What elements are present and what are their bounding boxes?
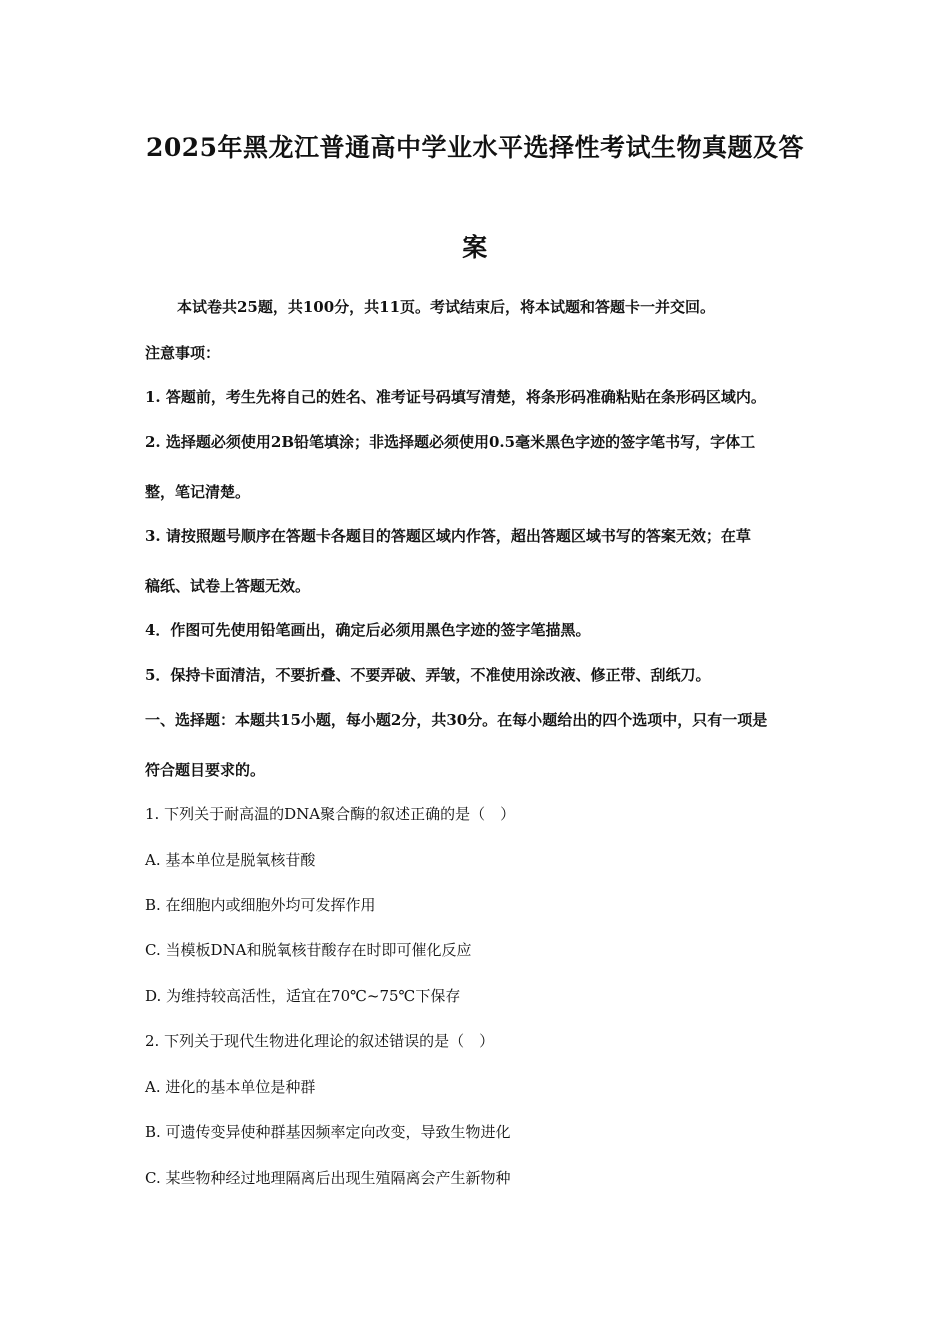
question-1-option-c: C. 当模板DNA和脱氧核苷酸存在时即可催化反应	[145, 941, 472, 959]
page-title-line-2: 案	[462, 233, 488, 262]
notice-item-5: 5．保持卡面清洁，不要折叠、不要弄破、弄皱，不准使用涂改液、修正带、刮纸刀。	[145, 666, 711, 684]
notice-item-3: 3. 请按照题号顺序在答题卡各题目的答题区域内作答，超出答题区域书写的答案无效；在草	[145, 527, 751, 545]
question-1-stem: 1. 下列关于耐高温的DNA聚合酶的叙述正确的是（ ）	[145, 805, 516, 823]
notice-item-3-continued: 稿纸、试卷上答题无效。	[145, 577, 311, 595]
section-heading-continued: 符合题目要求的。	[145, 761, 266, 779]
question-2-option-a: A. 进化的基本单位是种群	[145, 1078, 316, 1096]
page-title-line-1: 2025年黑龙江普通高中学业水平选择性考试生物真题及答	[145, 133, 805, 162]
question-1-option-a: A. 基本单位是脱氧核苷酸	[145, 851, 316, 869]
question-2-option-b: B. 可遗传变异使种群基因频率定向改变，导致生物进化	[145, 1123, 511, 1141]
notice-item-1: 1. 答题前，考生先将自己的姓名、准考证号码填写清楚，将条形码准确粘贴在条形码区域内。	[145, 388, 766, 406]
notice-item-4: 4．作图可先使用铅笔画出，确定后必须用黑色字迹的签字笔描黑。	[145, 621, 591, 639]
question-2-stem: 2. 下列关于现代生物进化理论的叙述错误的是（ ）	[145, 1032, 495, 1050]
section-heading: 一、选择题：本题共15小题，每小题2分，共30分。在每小题给出的四个选项中，只有一项是	[145, 711, 768, 729]
notice-item-2: 2. 选择题必须使用2B铅笔填涂；非选择题必须使用0.5毫米黑色字迹的签字笔书写，字体工	[145, 433, 756, 451]
question-2-option-c: C. 某些物种经过地理隔离后出现生殖隔离会产生新物种	[145, 1169, 511, 1187]
question-1-option-d: D. 为维持较高活性，适宜在70℃~75℃下保存	[145, 987, 461, 1005]
notice-item-2-continued: 整，笔记清楚。	[145, 483, 251, 501]
question-1-option-b: B. 在细胞内或细胞外均可发挥作用	[145, 896, 376, 914]
intro-text: 本试卷共25题，共100分，共11页。考试结束后，将本试题和答题卡一并交回。	[177, 298, 716, 316]
notice-heading: 注意事项：	[145, 344, 221, 362]
